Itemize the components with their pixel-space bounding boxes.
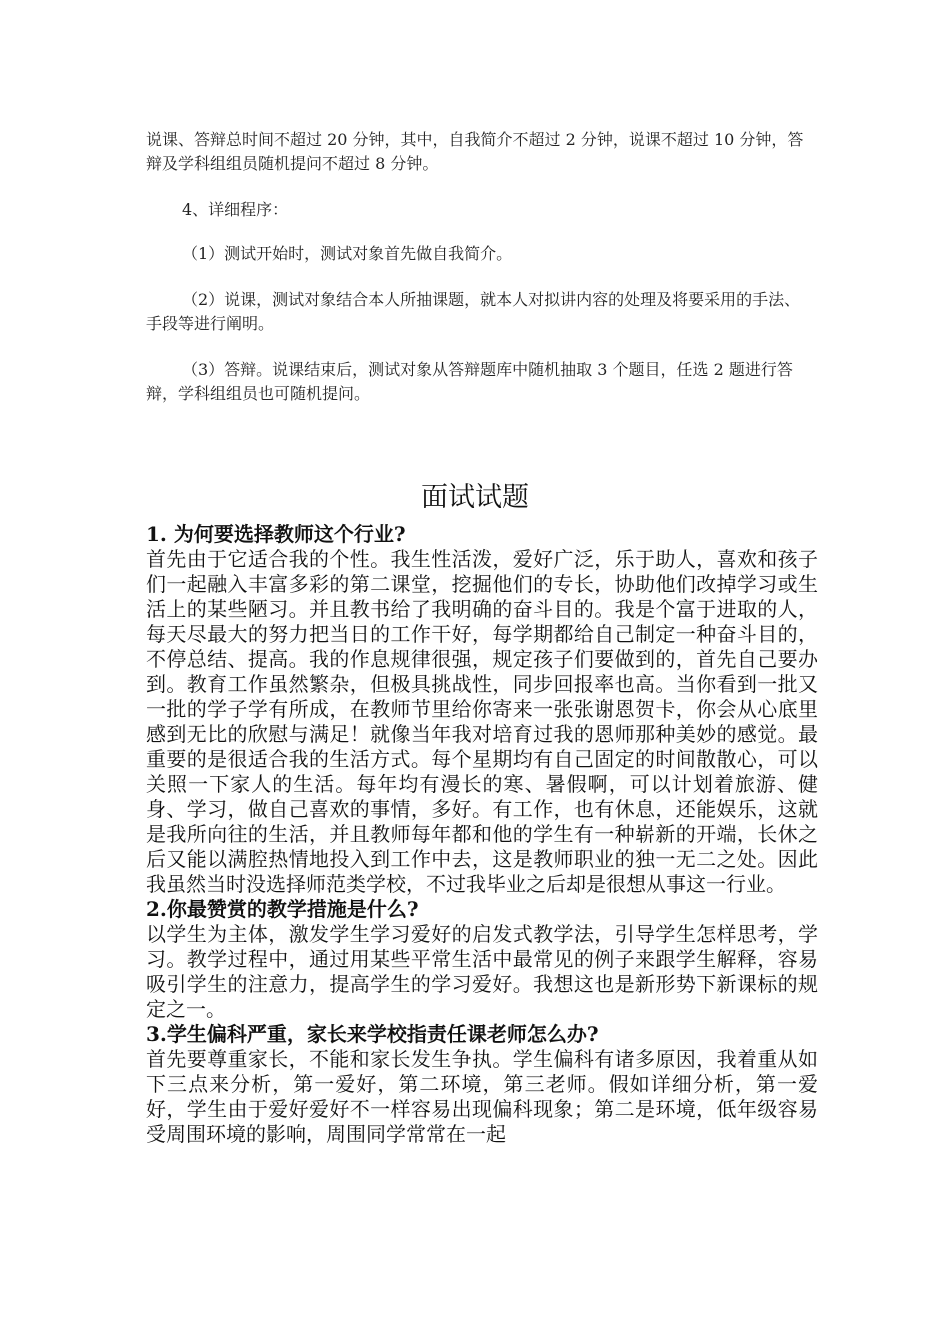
question-3-answer: 首先要尊重家长，不能和家长发生争执。学生偏科有诸多原因，我着重从如下三点来分析，第一爱好，第二环境，第三老师。假如详细分析，第一爱好，学生由于爱好爱好不一样容易出现偏科现象；第二是环境，低年级容易受周围环境的影响，周围同学常常在一起 [146, 1047, 818, 1146]
step-2-text: （2）说课，测试对象结合本人所抽课题，就本人对拟讲内容的处理及将要采用的手法、手段等进行阐明。 [146, 290, 801, 333]
question-1-answer: 首先由于它适合我的个性。我生性活泼，爱好广泛，乐于助人，喜欢和孩子们一起融入丰富多彩的第二课堂，挖掘他们的专长，协助他们改掉学习或生活上的某些陋习。并且教书给了我明确的奋斗目的。我是个富于进取的人，每天尽最大的努力把当日的工作干好，每学期都给自己制定一种奋斗目的，不停总结、提高。我的作息规律很强，规定孩子们要做到的，首先自己要办到。教育工作虽然繁杂，但极具挑战性，同步回报率也高。当你看到一批又一批的学子学有所成，在教师节里给你寄来一张张谢恩贺卡，你会从心底里感到无比的欣慰与满足！就像当年我对培育过我的恩师那种美妙的感觉。最重要的是很适合我的生活方式。每个星期均有自己固定的时间散散心，可以关照一下家人的生活。每年均有漫长的寒、暑假啊，可以计划着旅游、健身、学习，做自己喜欢的事情，多好。有工作，也有休息，还能娱乐，这就是我所向往的生活，并且教师每年都和他的学生有一种崭新的开端，长休之后又能以满腔热情地投入到工作中去，这是教师职业的独一无二之处。因此我虽然当时没选择师范类学校，不过我毕业之后却是很想从事这一行业。 [146, 547, 818, 896]
step-1-text: （1）测试开始时，测试对象首先做自我简介。 [182, 244, 513, 263]
intro-paragraph-time-limits: 说课、答辩总时间不超过 20 分钟，其中，自我简介不超过 2 分钟，说课不超过 10 分钟，答辩及学科组组员随机提问不超过 8 分钟。 [146, 130, 804, 173]
question-1-heading: 1. 为何要选择教师这个行业? [146, 522, 406, 546]
step-3-text: （3）答辩。说课结束后，测试对象从答辩题库中随机抽取 3 个题目，任选 2 题进行答辩，学科组组员也可随机提问。 [146, 360, 793, 403]
question-2-heading: 2.你最赞赏的教学措施是什么? [146, 897, 419, 921]
procedure-heading-text: 4、详细程序： [182, 200, 289, 219]
intro-paragraph-step-1 [146, 242, 806, 266]
intro-paragraph-procedure-heading [146, 198, 806, 222]
intro-paragraph-step-2 [146, 288, 806, 336]
question-3-heading: 3.学生偏科严重，家长来学校指责任课老师怎么办? [146, 1022, 599, 1046]
intro-paragraph-step-3 [146, 358, 806, 406]
question-2-answer: 以学生为主体，激发学生学习爱好的启发式教学法，引导学生怎样思考，学习。教学过程中，通过用某些平常生活中最常见的例子来跟学生解释，容易吸引学生的注意力，提高学生的学习爱好。我想这也是新形势下新课标的规定之一。 [146, 922, 818, 1021]
section-title: 面试试题 [421, 482, 529, 513]
questions-list [146, 522, 818, 1147]
